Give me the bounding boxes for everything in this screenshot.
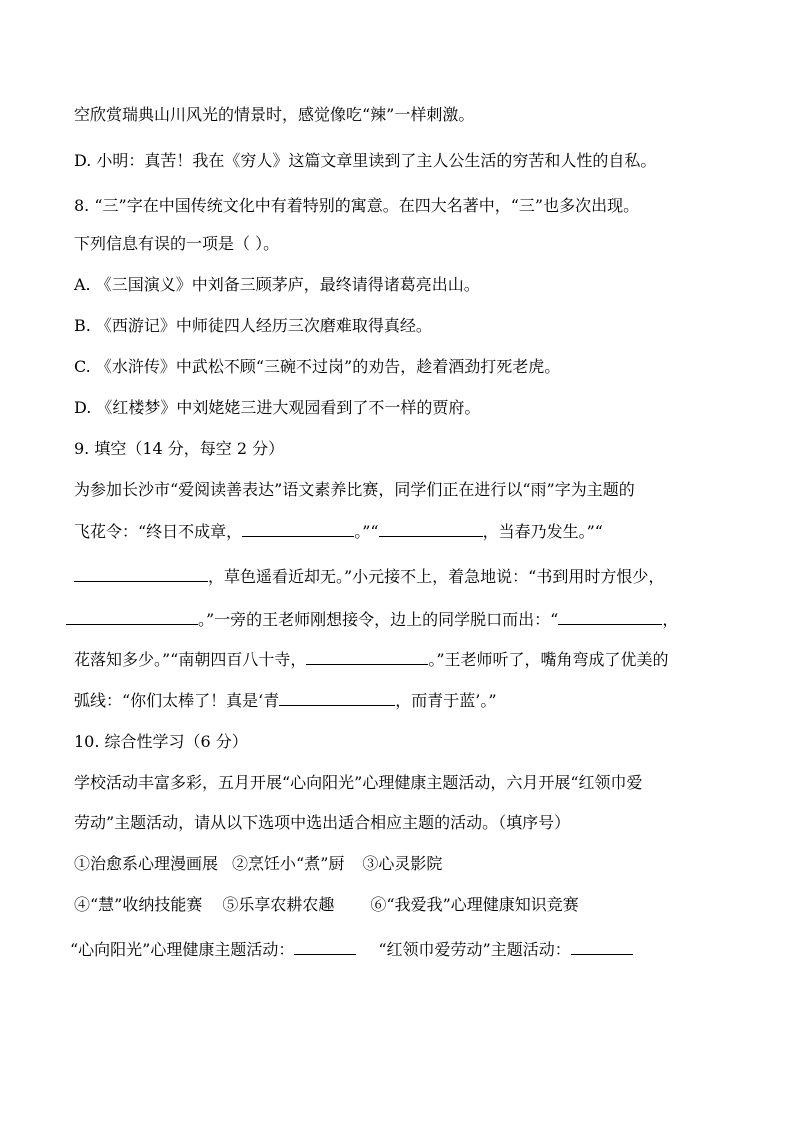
question-8-stem: 8. “三”字在中国传统文化中有着特别的寓意。在四大名著中，“三”也多次出现。 xyxy=(74,196,640,215)
options-row xyxy=(74,894,724,916)
option-d: D. 《红楼梦》中刘姥姥三进大观园看到了不一样的贾府。 xyxy=(74,398,481,417)
question-9-line xyxy=(74,565,724,588)
option-6: ⑥“我爱我”心理健康知识竞赛 xyxy=(370,895,579,914)
question-9-line xyxy=(66,608,716,631)
option-2: ②烹饪小“煮”厨 xyxy=(232,854,345,873)
fill-blank[interactable] xyxy=(558,608,662,625)
text: 花落知多少。”“南朝四百八十寺， xyxy=(74,650,307,669)
option-1: ①治愈系心理漫画展 xyxy=(74,854,219,873)
text: 。”一旁的王老师刚想接令，边上的同学脱口而出：“ xyxy=(198,610,559,629)
option-d-q7: D. 小明：真苦！我在《穷人》这篇文章里读到了主人公生活的穷苦和人性的自私。 xyxy=(74,151,657,170)
fill-blank[interactable] xyxy=(242,520,354,537)
answer-label-2: “红领巾爱劳动”主题活动： xyxy=(378,940,571,959)
text: ，草色遥看近却无。”小元接不上，着急地说：“书到用时方恨少， xyxy=(208,567,665,586)
option-c: C. 《水浒传》中武松不顾“三碗不过岗”的劝告，趁着酒劲打死老虎。 xyxy=(74,357,561,376)
answer-row xyxy=(70,938,720,961)
question-9-title: 9. 填空（14 分，每空 2 分） xyxy=(74,439,285,458)
fill-blank[interactable] xyxy=(279,689,395,706)
question-9-line xyxy=(74,648,724,671)
answer-blank-2[interactable] xyxy=(571,938,633,955)
answer-blank-1[interactable] xyxy=(294,938,356,955)
fill-blank[interactable] xyxy=(379,520,483,537)
option-a: A. 《三国演义》中刘备三顾茅庐，最终请得诸葛亮出山。 xyxy=(74,275,480,294)
option-3: ③心灵影院 xyxy=(362,854,443,873)
question-9-line xyxy=(74,520,724,543)
question-10-para: 劳动”主题活动，请从以下选项中选出适合相应主题的活动。（填序号） xyxy=(74,813,571,832)
question-9-para: 为参加长沙市“爱阅读善表达”语文素养比赛，同学们正在进行以“雨”字为主题的 xyxy=(74,480,635,499)
text: ，而青于蓝’。” xyxy=(395,691,497,710)
text: 弧线：“你们太棒了！真是‘青 xyxy=(74,691,280,710)
fill-blank[interactable] xyxy=(66,608,198,625)
text: ， xyxy=(662,610,679,629)
question-10-para: 学校活动丰富多彩，五月开展“心向阳光”心理健康主题活动，六月开展“红领巾爱 xyxy=(74,773,643,792)
question-10-title: 10. 综合性学习（6 分） xyxy=(74,732,248,751)
option-5: ⑤乐享农耕农趣 xyxy=(222,895,335,914)
answer-label-1: “心向阳光”心理健康主题活动： xyxy=(70,940,295,959)
fill-blank[interactable] xyxy=(306,648,428,665)
question-8-stem-cont: 下列信息有误的一项是（ ）。 xyxy=(74,234,280,253)
options-row xyxy=(74,853,724,875)
text: ，当春乃发生。”“ xyxy=(482,522,603,541)
option-b: B. 《西游记》中师徒四人经历三次磨难取得真经。 xyxy=(74,316,432,335)
text: 飞花令：“终日不成章， xyxy=(74,522,243,541)
text-line: 空欣赏瑞典山川风光的情景时，感觉像吃“辣”一样刺激。 xyxy=(74,105,475,124)
text: 。”王老师听了，嘴角弯成了优美的 xyxy=(428,650,669,669)
fill-blank[interactable] xyxy=(74,565,208,582)
question-9-line xyxy=(74,689,724,712)
text: 。”“ xyxy=(354,522,379,541)
option-4: ④“慧”收纳技能赛 xyxy=(74,895,203,914)
